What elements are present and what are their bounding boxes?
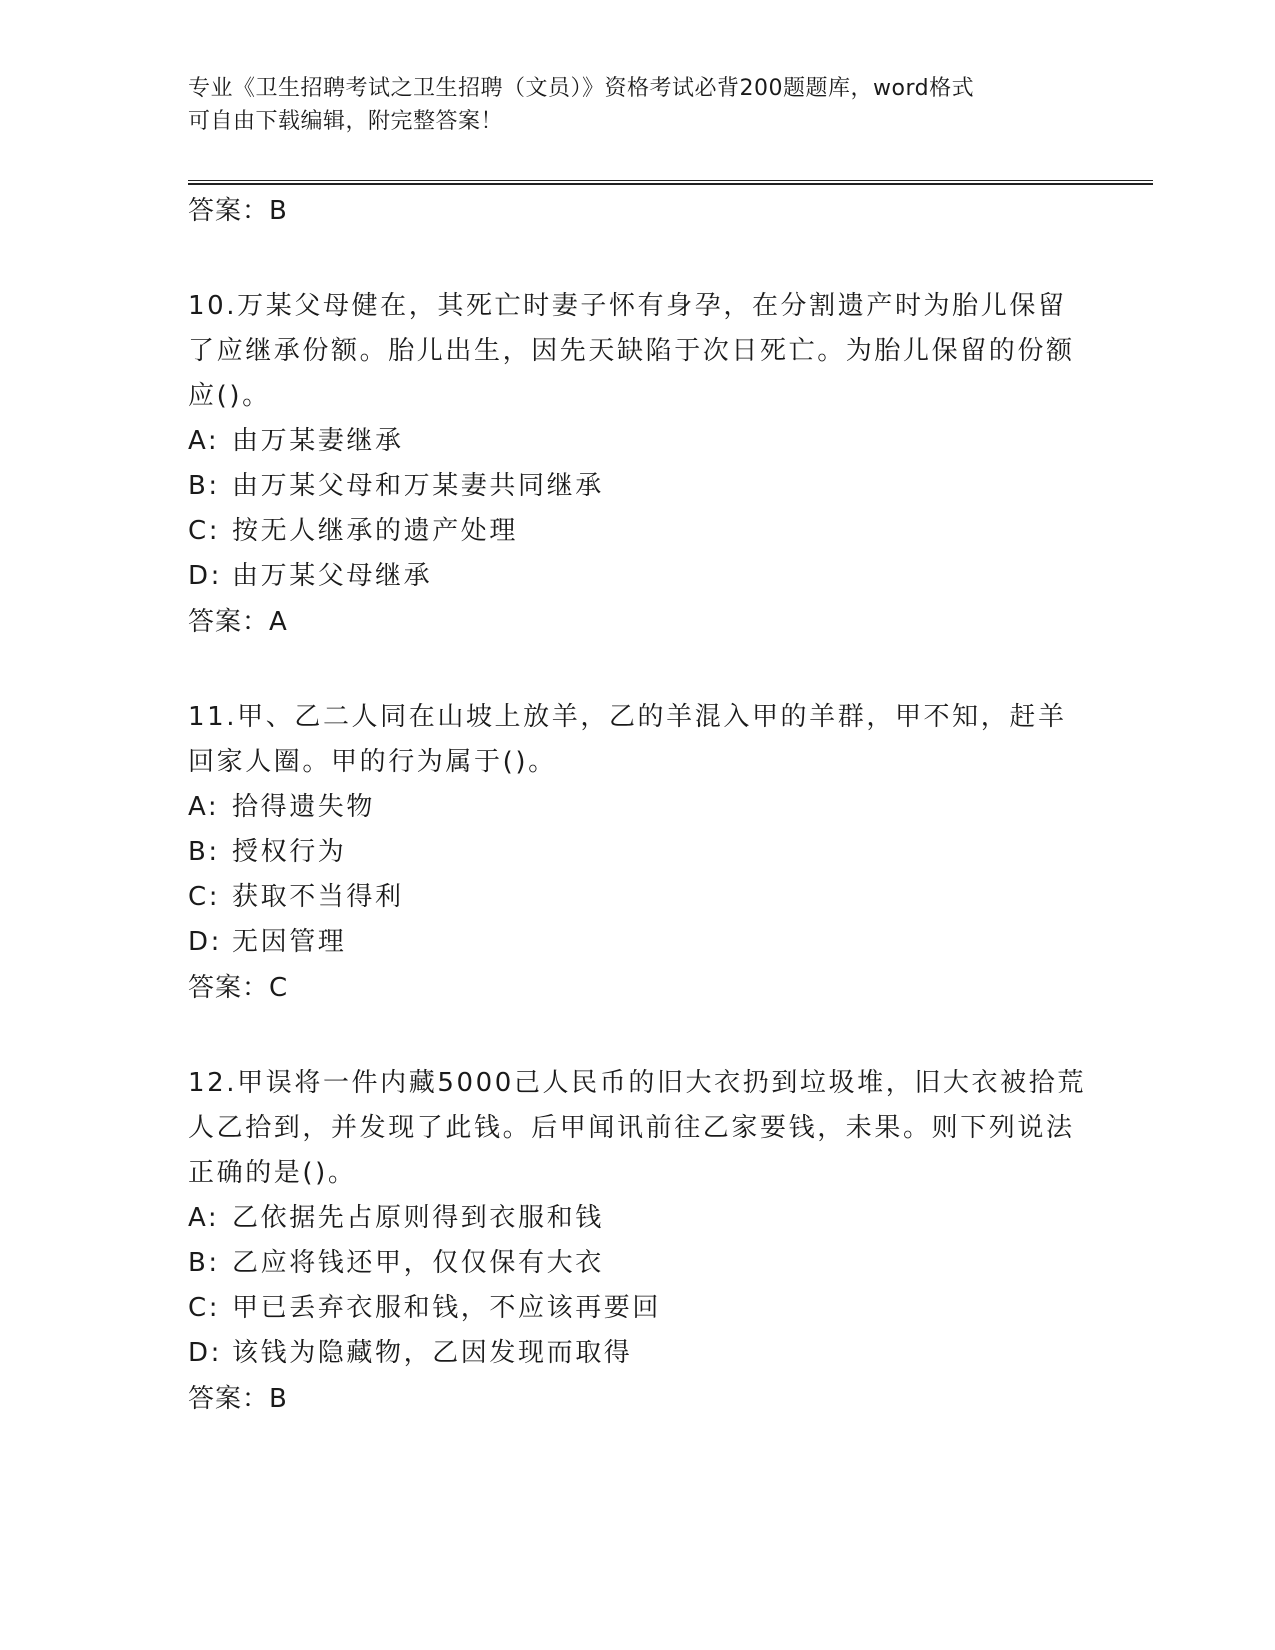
header-divider <box>188 180 1153 185</box>
option-text: 由万某父母继承 <box>232 561 433 591</box>
option-a <box>188 419 1088 464</box>
option-letter: A: <box>188 426 220 456</box>
option-letter: C: <box>188 882 221 912</box>
document-header <box>188 72 1088 138</box>
option-letter: A: <box>188 1203 220 1233</box>
answer: 答案：C <box>188 973 289 1003</box>
option-d <box>188 554 1088 599</box>
answer: 答案：A <box>188 607 288 637</box>
header-line-1: 专业《卫生招聘考试之卫生招聘（文员）》资格考试必背200题题库，word格式 <box>188 76 975 101</box>
option-letter: D: <box>188 1338 222 1368</box>
option-c <box>188 875 1088 920</box>
option-letter: D: <box>188 561 222 591</box>
option-text: 获取不当得利 <box>232 882 404 912</box>
option-text: 甲已丢弃衣服和钱，不应该再要回 <box>232 1293 662 1323</box>
option-text: 乙应将钱还甲，仅仅保有大衣 <box>232 1248 604 1278</box>
option-text: 由万某父母和万某妻共同继承 <box>232 471 604 501</box>
answer-previous: 答案：B <box>188 196 288 226</box>
option-text: 无因管理 <box>232 927 347 957</box>
option-d <box>188 920 1088 965</box>
option-d <box>188 1331 1088 1376</box>
option-text: 该钱为隐藏物，乙因发现而取得 <box>232 1338 633 1368</box>
option-text: 按无人继承的遗产处理 <box>232 516 519 546</box>
option-text: 由万某妻继承 <box>232 426 404 456</box>
option-letter: C: <box>188 1293 221 1323</box>
option-b <box>188 464 1088 509</box>
answer: 答案：B <box>188 1384 288 1414</box>
option-text: 授权行为 <box>232 837 347 867</box>
header-line-2: 可自由下载编辑，附完整答案！ <box>188 109 504 134</box>
document-body <box>188 188 1088 1422</box>
option-text: 拾得遗失物 <box>232 792 376 822</box>
option-letter: B: <box>188 1248 220 1278</box>
option-letter: B: <box>188 471 220 501</box>
option-b <box>188 830 1088 875</box>
option-letter: B: <box>188 837 220 867</box>
question-10 <box>188 284 1088 645</box>
question-text: 10.万某父母健在，其死亡时妻子怀有身孕，在分割遗产时为胎儿保留了应继承份额。胎儿出生，因先天缺陷于次日死亡。为胎儿保留的份额应()。 <box>188 291 1075 411</box>
question-12 <box>188 1061 1088 1422</box>
option-b <box>188 1241 1088 1286</box>
option-letter: A: <box>188 792 220 822</box>
option-a <box>188 785 1088 830</box>
option-a <box>188 1196 1088 1241</box>
question-text: 11.甲、乙二人同在山坡上放羊，乙的羊混入甲的羊群，甲不知，赶羊回家人圈。甲的行为属于()。 <box>188 702 1067 777</box>
option-letter: D: <box>188 927 222 957</box>
option-letter: C: <box>188 516 221 546</box>
option-text: 乙依据先占原则得到衣服和钱 <box>232 1203 604 1233</box>
question-11 <box>188 695 1088 1011</box>
question-text: 12.甲误将一件内藏5000己人民币的旧大衣扔到垃圾堆，旧大衣被拾荒人乙拾到，并发现了此钱。后甲闻讯前往乙家要钱，未果。则下列说法正确的是()。 <box>188 1068 1086 1188</box>
option-c <box>188 509 1088 554</box>
option-c <box>188 1286 1088 1331</box>
